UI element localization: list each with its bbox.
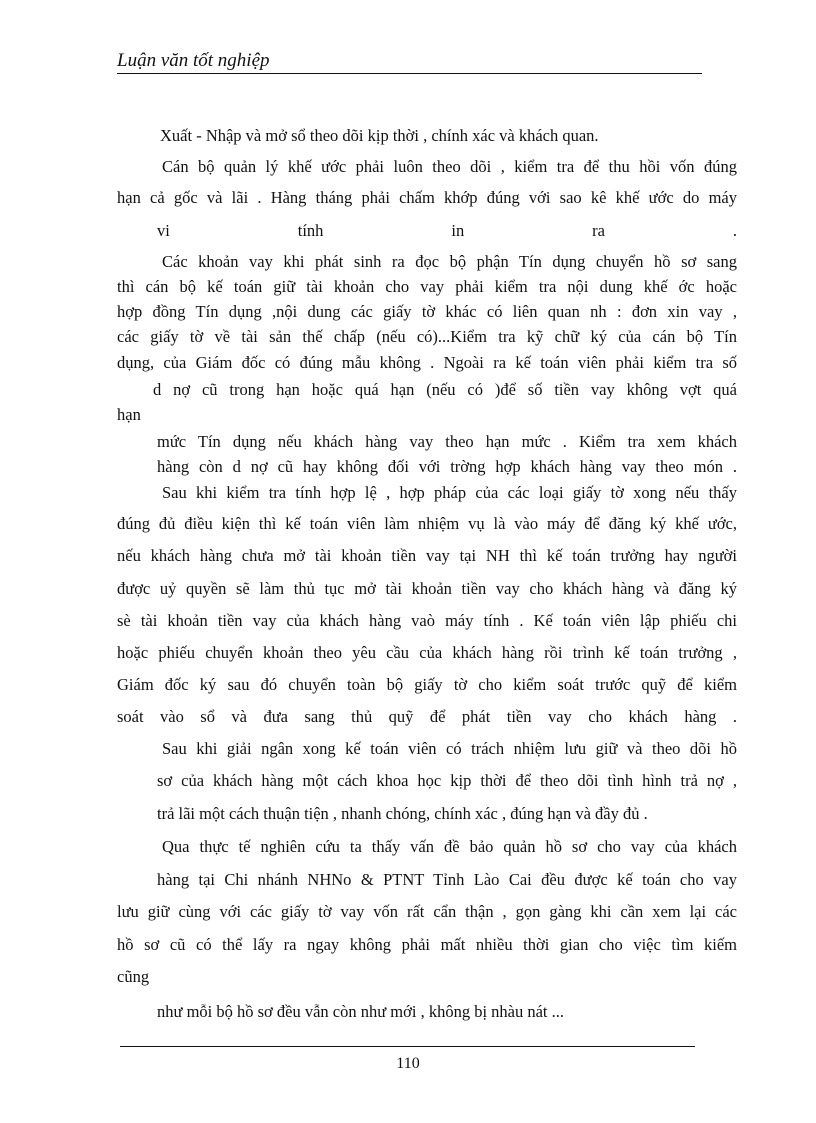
- text-line: như mỗi bộ hồ sơ đều vẫn còn như mới , không bị nhàu nát ...: [157, 1002, 565, 1021]
- text-line: đúng đủ điều kiện thì kế toán viên làm nhiệm vụ là vào máy để đăng ký khế ước,: [117, 514, 737, 533]
- text-line: lưu giữ cùng với các giấy tờ vay vốn rất cẩn thận , gọn gàng khi cần xem lại các: [117, 902, 737, 921]
- text-line: trả lãi một cách thuận tiện , nhanh chóng, chính xác , đúng hạn và đầy đủ .: [157, 804, 648, 823]
- text-line: các giấy tờ về tài sản thế chấp (nếu có)...Kiểm tra kỹ chữ ký của cán bộ Tín: [117, 327, 737, 346]
- text-line: được uỷ quyền sẽ làm thủ tục mở tài khoản tiền vay cho khách hàng và đăng ký: [117, 579, 737, 598]
- footer-divider: [120, 1046, 695, 1047]
- header-divider: [117, 73, 702, 74]
- text-line: Xuất - Nhập và mở sổ theo dõi kịp thời , chính xác và khách quan.: [160, 126, 599, 145]
- text-line: hợp đồng Tín dụng ,nội dung các giấy tờ khác có liên quan nh : đơn xin vay ,: [117, 302, 737, 321]
- text-line: hồ sơ cũ có thể lấy ra ngay không phải mất nhiều thời gian cho việc tìm kiếm: [117, 935, 737, 954]
- text-line: Cán bộ quản lý khế ước phải luôn theo dõi , kiểm tra để thu hồi vốn đúng: [162, 157, 737, 176]
- text-line: Sau khi giải ngân xong kế toán viên có trách nhiệm lưu giữ và theo dõi hồ: [162, 739, 737, 758]
- page-number: 110: [396, 1055, 420, 1072]
- text-line: thì cán bộ kế toán giữ tài khoản cho vay phải kiểm tra nội dung khế ớc hoặc: [117, 277, 737, 296]
- text-line: cũng: [117, 967, 150, 986]
- text-line: vi tính in ra .: [157, 221, 737, 240]
- text-line: hàng còn d nợ cũ hay không đối với trờng hợp khách hàng vay theo món .: [157, 457, 737, 476]
- text-line: Qua thực tế nghiên cứu ta thấy vấn đề bảo quản hồ sơ cho vay của khách: [162, 837, 737, 856]
- text-line: hàng tại Chi nhánh NHNo & PTNT Tỉnh Lào Cai đều được kế toán cho vay: [157, 870, 737, 889]
- text-line: hạn cả gốc và lãi . Hàng tháng phải chấm khớp đúng với sao kê khế ước do máy: [117, 188, 737, 207]
- text-line: soát vào sổ và đưa sang thủ quỹ để phát tiền vay cho khách hàng .: [117, 707, 737, 726]
- text-line: mức Tín dụng nếu khách hàng vay theo hạn mức . Kiểm tra xem khách: [157, 432, 737, 451]
- text-line: Sau khi kiểm tra tính hợp lệ , hợp pháp của các loại giấy tờ xong nếu thấy: [162, 483, 737, 502]
- text-line: hoặc phiếu chuyển khoản theo yêu cầu của khách hàng rồi trình kế toán trưởng ,: [117, 643, 737, 662]
- text-line: sè tài khoản tiền vay của khách hàng vaò máy tính . Kế toán viên lập phiếu chi: [117, 611, 737, 630]
- header-title: Luận văn tốt nghiệp: [117, 50, 270, 71]
- text-line: dụng, của Giám đốc có đúng mẫu không . Ngoài ra kế toán viên phải kiểm tra số: [117, 353, 737, 372]
- text-line: nếu khách hàng chưa mở tài khoản tiền vay tại NH thì kế toán trưởng hay người: [117, 546, 737, 565]
- text-line: d nợ cũ trong hạn hoặc quá hạn (nếu có )để số tiền vay không vợt quá: [153, 380, 737, 399]
- text-line: Giám đốc ký sau đó chuyển toàn bộ giấy tờ cho kiểm soát trước quỹ để kiểm: [117, 675, 737, 694]
- text-line: hạn: [117, 405, 141, 424]
- text-line: sơ của khách hàng một cách khoa học kịp thời để theo dõi tình hình trả nợ ,: [157, 771, 737, 790]
- text-line: Các khoản vay khi phát sinh ra đọc bộ phận Tín dụng chuyển hồ sơ sang: [162, 252, 737, 271]
